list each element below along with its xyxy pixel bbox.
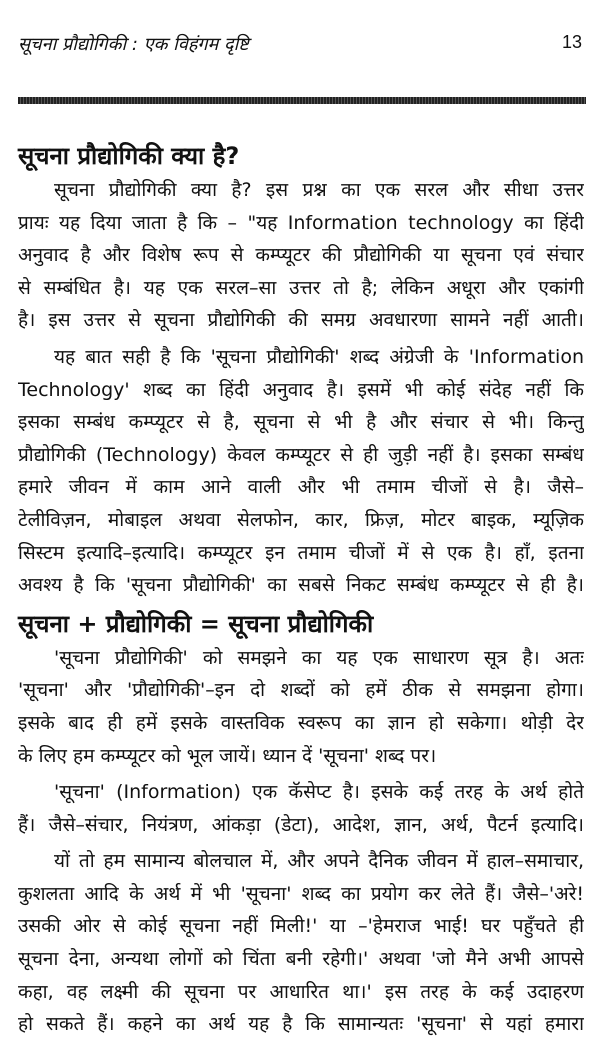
text-line: टेलीविज़न, मोबाइल अथवा सेलफोन, कार, फ्रिज़, मोटर बाइक, म्यूज़िक — [18, 508, 584, 531]
text-line: है। इस उत्तर से सूचना प्रौद्योगिकी की समग्र अवधारणा सामने नहीं आती। — [18, 309, 584, 332]
paragraph — [18, 845, 584, 1041]
text-line: से सम्बंधित है। यह एक सरल–सा उत्तर तो है; लेकिन अधूरा और एकांगी — [18, 276, 584, 299]
paragraph — [18, 341, 584, 602]
page-number: 13 — [561, 32, 582, 52]
paragraph — [18, 642, 584, 772]
section-heading: सूचना प्रौद्योगिकी क्या है? — [18, 142, 240, 170]
text-line: के लिए हम कम्प्यूटर को भूल जायें। ध्यान दें 'सूचना' शब्द पर। — [18, 744, 437, 767]
text-line: हो सकते हैं। कहने का अर्थ यह है कि सामान्यतः 'सूचना' से यहां हमारा — [18, 1013, 584, 1036]
text-line: हैं। जैसे–संचार, नियंत्रण, आंकड़ा (डेटा), आदेश, ज्ञान, अर्थ, पैटर्न इत्यादि। — [18, 813, 584, 836]
text-line: हमारे जीवन में काम आने वाली और भी तमाम चीजों से है। जैसे– — [18, 476, 584, 499]
text-line: प्रायः यह दिया जाता है कि – "यह Information technology का हिंदी — [18, 211, 584, 234]
text-line: सूचना देना, अन्यथा लोगों को चिंता बनी रहेगी।' अथवा 'जो मैने अभी आपसे — [18, 948, 584, 971]
text-line: यों तो हम सामान्य बोलचाल में, और अपने दैनिक जीवन में हाल–समाचार, — [54, 850, 584, 873]
text-line: 'सूचना प्रौद्योगिकी' को समझने का यह एक साधारण सूत्र है। अतः — [54, 646, 584, 669]
text-line: अवश्य है कि 'सूचना प्रौद्योगिकी' का सबसे निकट सम्बंध कम्प्यूटर से ही है। — [18, 574, 584, 597]
text-line: इसके बाद ही हमें इसके वास्तविक स्वरूप का ज्ञान हो सकेगा। थोड़ी देर — [18, 711, 584, 734]
text-line: प्रौद्योगिकी (Technology) केवल कम्प्यूटर से ही जुड़ी नहीं है। इसका सम्बंध — [18, 443, 584, 466]
paragraph — [18, 776, 584, 841]
text-line: उसकी ओर से कोई सूचना नहीं मिली!' या –'हेमराज भाई! घर पहुँचते ही — [18, 915, 584, 938]
text-line: अनुवाद है और विशेष रूप से कम्प्यूटर की प्रौद्योगिकी या सूचना एवं संचार — [18, 244, 584, 267]
paragraph — [18, 174, 584, 337]
page-body — [18, 138, 584, 1045]
text-line: यह बात सही है कि 'सूचना प्रौद्योगिकी' शब्द अंग्रेजी के 'Information — [54, 345, 584, 368]
text-line: कुशलता आदि के अर्थ में भी 'सूचना' शब्द का प्रयोग कर लेते हैं। जैसे–'अरे! — [18, 882, 584, 905]
text-line: सिस्टम इत्यादि–इत्यादि। कम्प्यूटर इन तमाम चीजों में से एक है। हाँ, इतना — [18, 541, 584, 564]
text-line: कहा, वह लक्ष्मी की सूचना पर आधारित था।' इस तरह के कई उदाहरण — [18, 980, 584, 1003]
section-heading: सूचना + प्रौद्योगिकी = सूचना प्रौद्योगिकी — [18, 609, 374, 638]
text-line: सूचना प्रौद्योगिकी क्या है? इस प्रश्न का एक सरल और सीधा उत्तर — [54, 179, 584, 201]
header-rule — [18, 97, 586, 104]
text-line: 'सूचना' और 'प्रौद्योगिकी'–इन दो शब्दों को हमें ठीक से समझना होगा। — [18, 679, 584, 702]
text-line: इसका सम्बंध कम्प्यूटर से है, सूचना से भी है और संचार से भी। किन्तु — [18, 411, 584, 434]
text-line: 'सूचना' (Information) एक कॅसेप्ट है। इसके कई तरह के अर्थ होते — [54, 781, 584, 804]
running-head: सूचना प्रौद्योगिकी : एक विहंगम दृष्टि — [18, 34, 249, 55]
text-line: Technology' शब्द का हिंदी अनुवाद है। इसमें भी कोई संदेह नहीं कि — [18, 378, 584, 401]
